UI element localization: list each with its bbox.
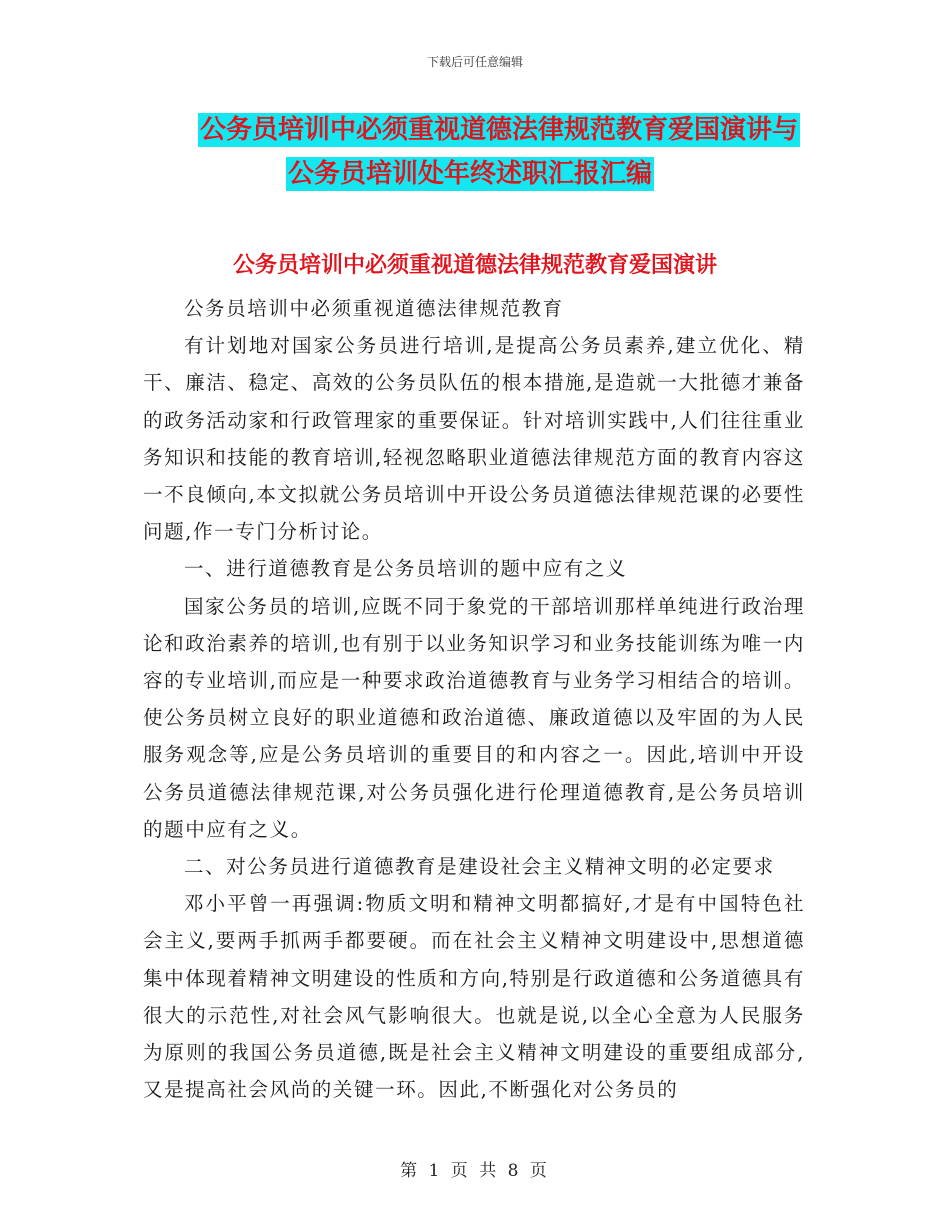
paragraph: 国家公务员的培训,应既不同于象党的干部培训那样单纯进行政治理论和政治素养的培训,也有别于以业务知识学习和业务技能训练为唯一内容的专业培训,而应是一种要求政治道德教育与业务学习相结合的培训。使公务员树立良好的职业道德和政治道德、廉政道德以及牢固的为人民服务观念等,应是公务员培训的重要目的和内容之一。因此,培训中开设公务员道德法律规范课,对公务员强化进行伦理道德教育,是公务员培训的题中应有之义。 [143,594,805,841]
paragraph: 邓小平曾一再强调:物质文明和精神文明都搞好,才是有中国特色社会主义,要两手抓两手都要硬。而在社会主义精神文明建设中,思想道德集中体现着精神文明建设的性质和方向,特别是行政道德和公务道德具有很大的示范性,对社会风气影响很大。也就是说,以全心全意为人民服务为原则的我国公务员道德,既是社会主义精神文明建设的重要组成部分,又是提高社会风尚的关键一环。因此,不断强化对公务员的 [143,892,805,1102]
paragraph: 一、进行道德教育是公务员培训的题中应有之义 [183,557,628,581]
paragraph: 公务员培训中必须重视道德法律规范教育 [183,297,564,320]
main-title-line-2: 公务员培训处年终述职汇报汇编 [287,159,652,189]
body-text [143,290,805,1108]
main-title [0,108,950,196]
header-note: 下载后可任意编辑 [426,55,523,69]
section-title: 公务员培训中必须重视道德法律规范教育爱国演讲 [232,253,717,278]
page-number-footer: 第 1 页 共 8 页 [400,1161,550,1181]
main-title-line-1: 公务员培训中必须重视道德法律规范教育爱国演讲与 [199,115,798,145]
paragraph: 二、对公务员进行道德教育是建设社会主义精神文明的必定要求 [183,855,775,879]
paragraph: 有计划地对国家公务员进行培训,是提高公务员素养,建立优化、精干、廉洁、稳定、高效的公务员队伍的根本措施,是造就一大批德才兼备的政务活动家和行政管理家的重要保证。针对培训实践中,人们往往重业务知识和技能的教育培训,轻视忽略职业道德法律规范方面的教育内容这一不良倾向,本文拟就公务员培训中开设公务员道德法律规范课的必要性问题,作一专门分析讨论。 [143,334,805,544]
